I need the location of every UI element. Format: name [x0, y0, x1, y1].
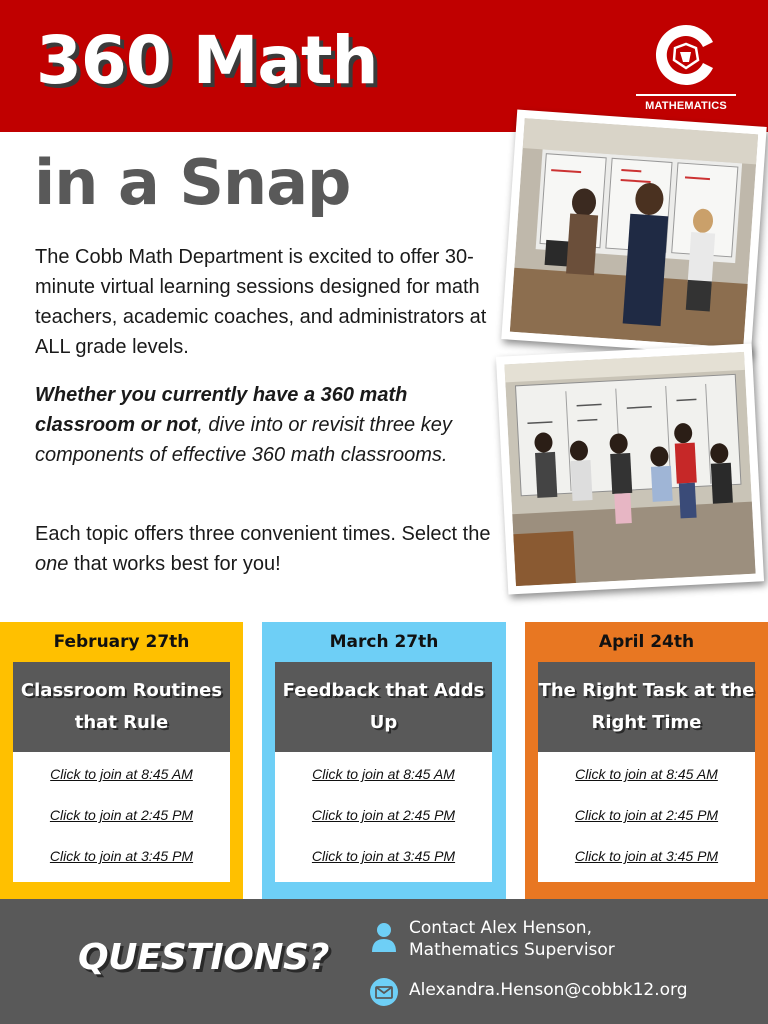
questions-heading: QUESTIONS? [78, 937, 329, 978]
contact-email-link[interactable]: Alexandra.Henson@cobbk12.org [409, 980, 688, 1000]
join-link-845am[interactable]: Click to join at 8:45 AM [575, 766, 718, 782]
session-links [538, 752, 755, 882]
classroom-photo-1 [501, 110, 766, 357]
session-column-april [525, 622, 768, 899]
contact-text [409, 917, 615, 961]
session-date: February 27th [53, 632, 190, 652]
classroom-photo-1-image [510, 118, 758, 348]
page-title: 360 Math [36, 22, 378, 99]
intro-paragraph: The Cobb Math Department is excited to offer 30-minute virtual learning sessions designed for math teachers, academic coaches, and administrators at ALL grade levels. [35, 246, 487, 358]
session-column-march [262, 622, 506, 899]
join-link-845am[interactable]: Click to join at 8:45 AM [50, 766, 193, 782]
session-date: March 27th [329, 632, 439, 652]
page-subtitle: in a Snap [34, 146, 351, 219]
cobb-math-logo [636, 20, 736, 118]
classroom-photo-2-image [504, 352, 755, 586]
logo-label: MATHEMATICS [645, 100, 727, 112]
contact-footer [0, 899, 768, 1024]
join-link-245pm[interactable]: Click to join at 2:45 PM [574, 807, 719, 823]
join-link-345pm[interactable]: Click to join at 3:45 PM [574, 848, 719, 864]
join-link-245pm[interactable]: Click to join at 2:45 PM [49, 807, 194, 823]
header-banner [0, 0, 768, 132]
instructions-paragraph [35, 519, 505, 579]
audience-paragraph-rest: , dive into or revisit three key components of effective 360 math classrooms. [35, 414, 452, 466]
audience-paragraph [35, 380, 505, 470]
classroom-photo-2 [496, 343, 764, 594]
instructions-part-a: Each topic offers three convenient times. Select the [35, 523, 491, 545]
join-link-345pm[interactable]: Click to join at 3:45 PM [311, 848, 456, 864]
person-icon [370, 922, 398, 954]
session-links [13, 752, 230, 882]
session-topic-box [538, 662, 755, 752]
join-link-845am[interactable]: Click to join at 8:45 AM [312, 766, 455, 782]
session-topic-box [275, 662, 492, 752]
cobb-logo-icon [653, 22, 719, 88]
session-topic: Classroom Routines that Rule [20, 680, 223, 733]
join-link-345pm[interactable]: Click to join at 3:45 PM [49, 848, 194, 864]
session-topic-box [13, 662, 230, 752]
contact-name: Contact Alex Henson, [409, 918, 592, 938]
session-topic: Feedback that Adds Up [282, 680, 485, 733]
join-link-245pm[interactable]: Click to join at 2:45 PM [311, 807, 456, 823]
instructions-part-b: that works best for you! [68, 553, 281, 575]
contact-role: Mathematics Supervisor [409, 940, 615, 960]
session-column-february [0, 622, 243, 899]
session-links [275, 752, 492, 882]
instructions-emphasis: one [35, 553, 69, 575]
session-topic: The Right Task at the Right Time [538, 680, 755, 733]
session-date: April 24th [598, 632, 695, 652]
audience-paragraph-bold: Whether you currently have a 360 math classroom or not [35, 384, 408, 436]
mail-icon [370, 978, 398, 1006]
logo-divider [636, 94, 736, 96]
